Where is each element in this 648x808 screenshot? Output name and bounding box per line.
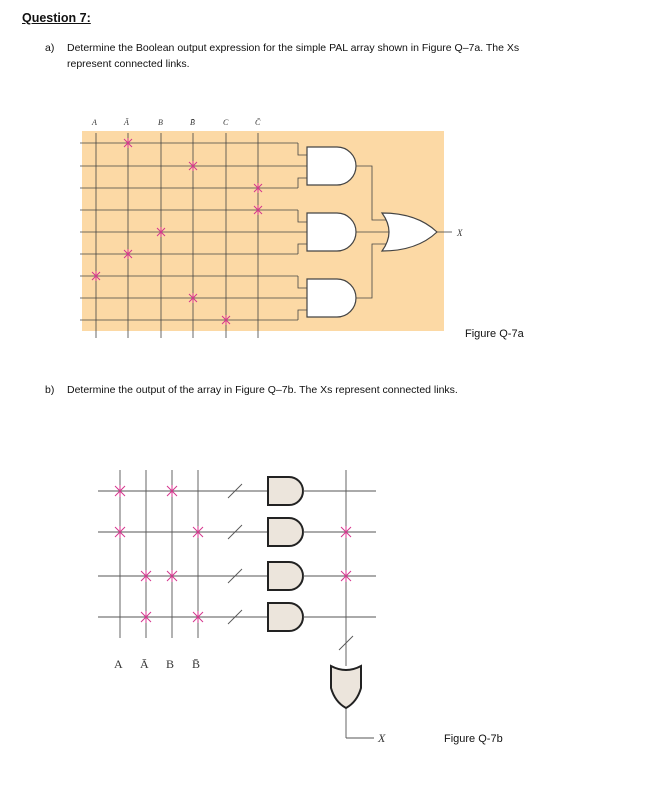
and-gates-b <box>268 477 303 631</box>
part-a-line2: represent connected links. <box>67 58 190 70</box>
input-label-b-b: B <box>166 657 175 671</box>
part-b-body: Determine the output of the array in Figure Q–7b. The Xs represent connected links. <box>67 384 458 396</box>
input-label-b-bar: B̄ <box>190 118 195 127</box>
and-gate-b-3 <box>268 562 303 590</box>
product-lines-b <box>98 491 268 617</box>
output-label-b: X <box>378 731 386 745</box>
input-label-a: A <box>92 118 97 127</box>
links-b <box>115 485 351 623</box>
multi-wire-slashes-b <box>228 484 242 624</box>
input-label-b-a-bar: Ā <box>140 657 149 671</box>
input-label-b-a: A <box>114 657 123 671</box>
or-gate-b <box>331 666 361 708</box>
part-b-label: b) <box>45 384 55 396</box>
input-label-c-bar: C̄ <box>255 118 261 127</box>
input-label-b-b-bar: B̄ <box>192 657 201 671</box>
and-gate-b-4 <box>268 603 303 631</box>
figure-b-caption: Figure Q-7b <box>444 733 503 745</box>
figure-a-caption: Figure Q-7a <box>465 328 524 340</box>
vertical-input-lines-b <box>120 470 198 638</box>
part-a-label: a) <box>45 42 55 54</box>
and-gate-b-1 <box>268 477 303 505</box>
question-title: Question 7: <box>22 11 91 25</box>
and-gate-b-2 <box>268 518 303 546</box>
part-a-line1: Determine the Boolean output expression for the simple PAL array shown in Figure Q–7a. The Xs <box>67 42 520 54</box>
input-label-c: C <box>223 118 229 127</box>
output-label-a: X <box>457 228 463 238</box>
input-label-a-bar: Ā <box>124 118 129 127</box>
input-label-b: B <box>158 118 163 127</box>
input-labels-b <box>114 657 200 671</box>
